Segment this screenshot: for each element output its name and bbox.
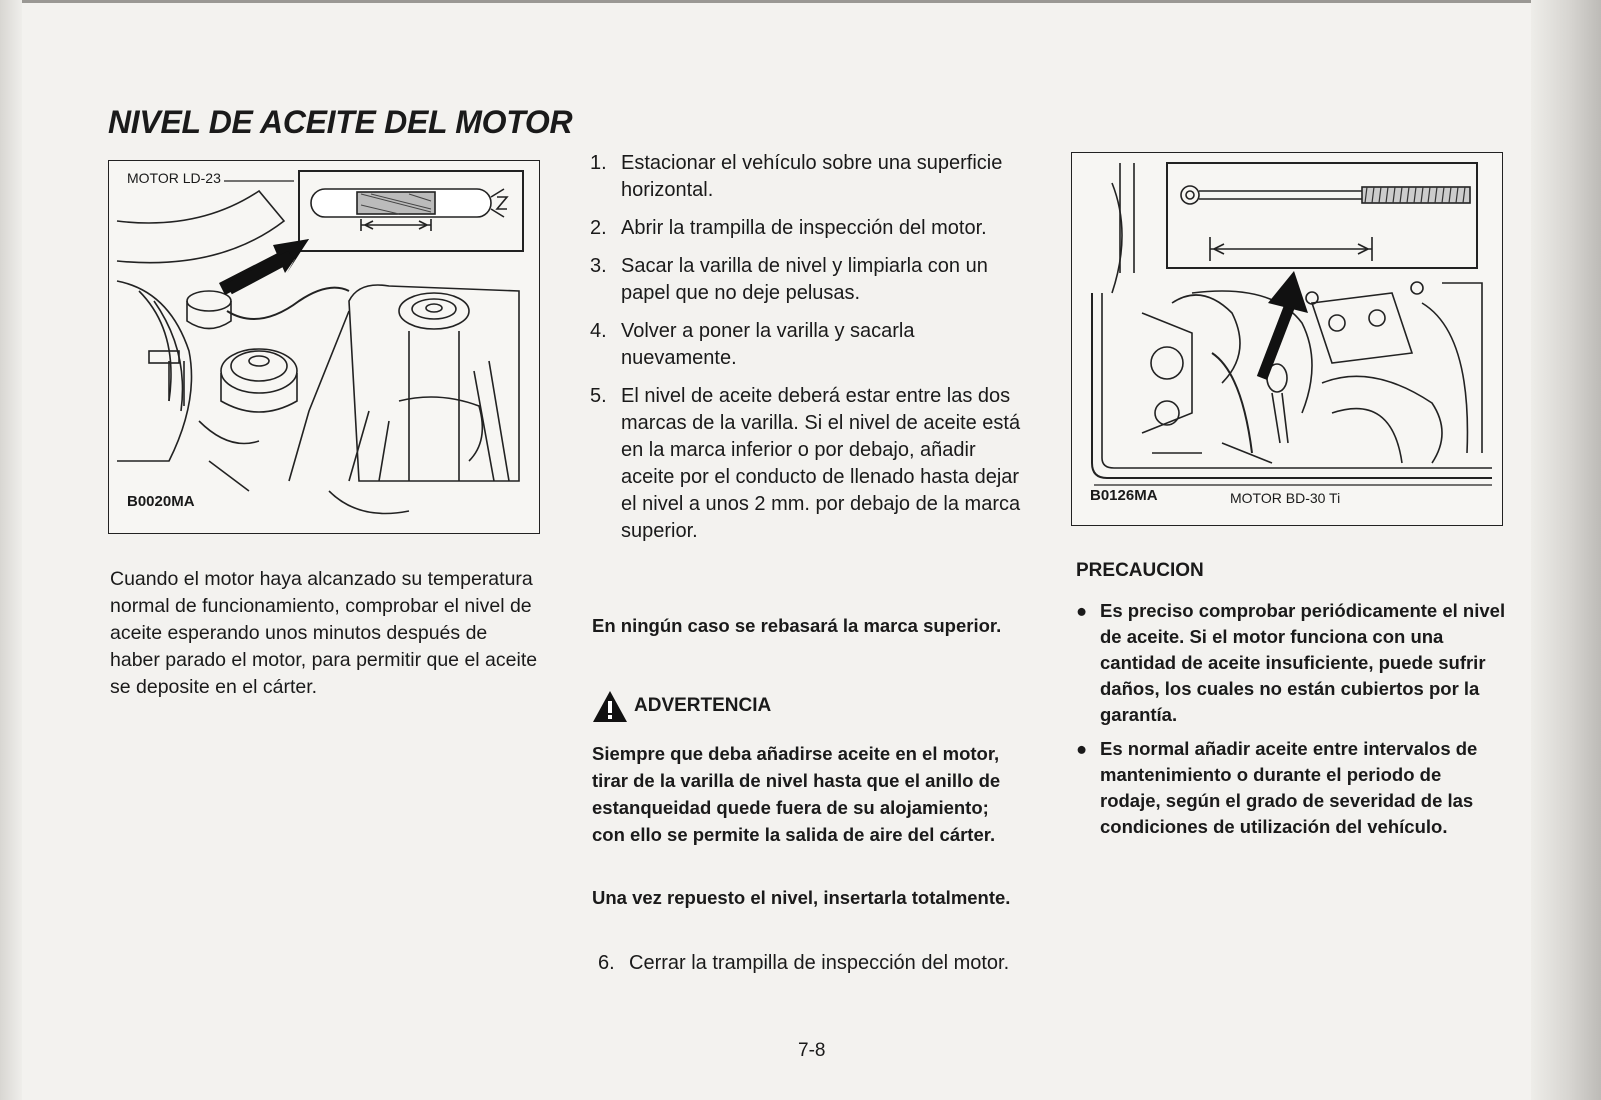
- step-text: El nivel de aceite deberá estar entre las dos marcas de la varilla. Si el nivel de aceite está en la marca inferior o por debajo, añadir aceite por el conducto de llenado hasta dejar el nivel a unos 2 mm. por debajo de la marca superior.: [621, 385, 1021, 542]
- step-text: Sacar la varilla de nivel y limpiarla con un papel que no deje pelusas.: [621, 255, 988, 304]
- steps-list-continued: [598, 950, 1030, 988]
- bullet-icon: ●: [1076, 600, 1088, 621]
- engine-label: MOTOR BD-30 Ti: [1230, 490, 1341, 506]
- step-text: Cerrar la trampilla de inspección del motor.: [629, 952, 1010, 974]
- precaution-list: [1072, 598, 1506, 848]
- warning-heading-text: ADVERTENCIA: [634, 695, 772, 716]
- step-item: [590, 383, 1022, 545]
- after-refill-note: Una vez repuesto el nivel, insertarla totalmente.: [592, 887, 1011, 908]
- precaution-item: [1072, 736, 1506, 840]
- warning-heading: [592, 688, 771, 724]
- figure-code: B0126MA: [1090, 487, 1158, 504]
- page-number: 7-8: [798, 1040, 826, 1061]
- step-number: 1.: [590, 152, 607, 174]
- step-number: 6.: [598, 952, 615, 974]
- figure-engine-ld23: [108, 160, 540, 534]
- precaution-text: Es normal añadir aceite entre intervalos de mantenimiento o durante el periodo de rodaje, según el grado de severidad de las condiciones de utilización del vehículo.: [1100, 738, 1478, 837]
- step-number: 4.: [590, 320, 607, 342]
- step-number: 3.: [590, 255, 607, 277]
- precaution-text: Es preciso comprobar periódicamente el nivel de aceite. Si el motor funciona con una cantidad de aceite insuficiente, puede sufrir daños, los cuales no están cubiertos por la garantía.: [1100, 600, 1506, 725]
- engine-bd30-illustration: [1072, 153, 1502, 525]
- warning-triangle-icon: [592, 690, 628, 723]
- precaution-heading: PRECAUCION: [1076, 560, 1204, 581]
- warning-text: Siempre que deba añadirse aceite en el motor, tirar de la varilla de nivel hasta que el anillo de estanqueidad quede fuera de su alojamiento; con ello se permite la salida de aire del cárter.: [592, 743, 1001, 845]
- step-item: [590, 253, 1022, 307]
- engine-label: MOTOR LD-23: [124, 170, 224, 186]
- precaution-item: [1072, 598, 1506, 728]
- page-title: NIVEL DE ACEITE DEL MOTOR: [108, 104, 573, 140]
- page-top-edge: [22, 0, 1531, 3]
- step-text: Estacionar el vehículo sobre una superficie horizontal.: [621, 152, 1003, 201]
- step-item: [590, 318, 1022, 372]
- step-number: 5.: [590, 385, 607, 407]
- intro-paragraph: Cuando el motor haya alcanzado su temperatura normal de funcionamiento, comprobar el nivel de aceite esperando unos minutos después de haber parado el motor, para permitir que el aceite se deposite en el cárter.: [110, 568, 538, 698]
- page-binding-edge: [0, 0, 22, 1100]
- step-item: [590, 215, 1022, 242]
- step-item: [598, 950, 1030, 977]
- step-number: 2.: [590, 217, 607, 239]
- bullet-icon: ●: [1076, 738, 1088, 759]
- steps-list: [590, 150, 1022, 556]
- page-right-edge: [1531, 0, 1601, 1100]
- step-text: Volver a poner la varilla y sacarla nuevamente.: [621, 320, 915, 369]
- step-text: Abrir la trampilla de inspección del motor.: [621, 217, 987, 239]
- step-item: [590, 150, 1022, 204]
- figure-code: B0020MA: [127, 493, 195, 510]
- never-exceed-note: En ningún caso se rebasará la marca superior.: [592, 615, 1002, 636]
- figure-engine-bd30: [1071, 152, 1503, 526]
- engine-ld23-illustration: [109, 161, 539, 533]
